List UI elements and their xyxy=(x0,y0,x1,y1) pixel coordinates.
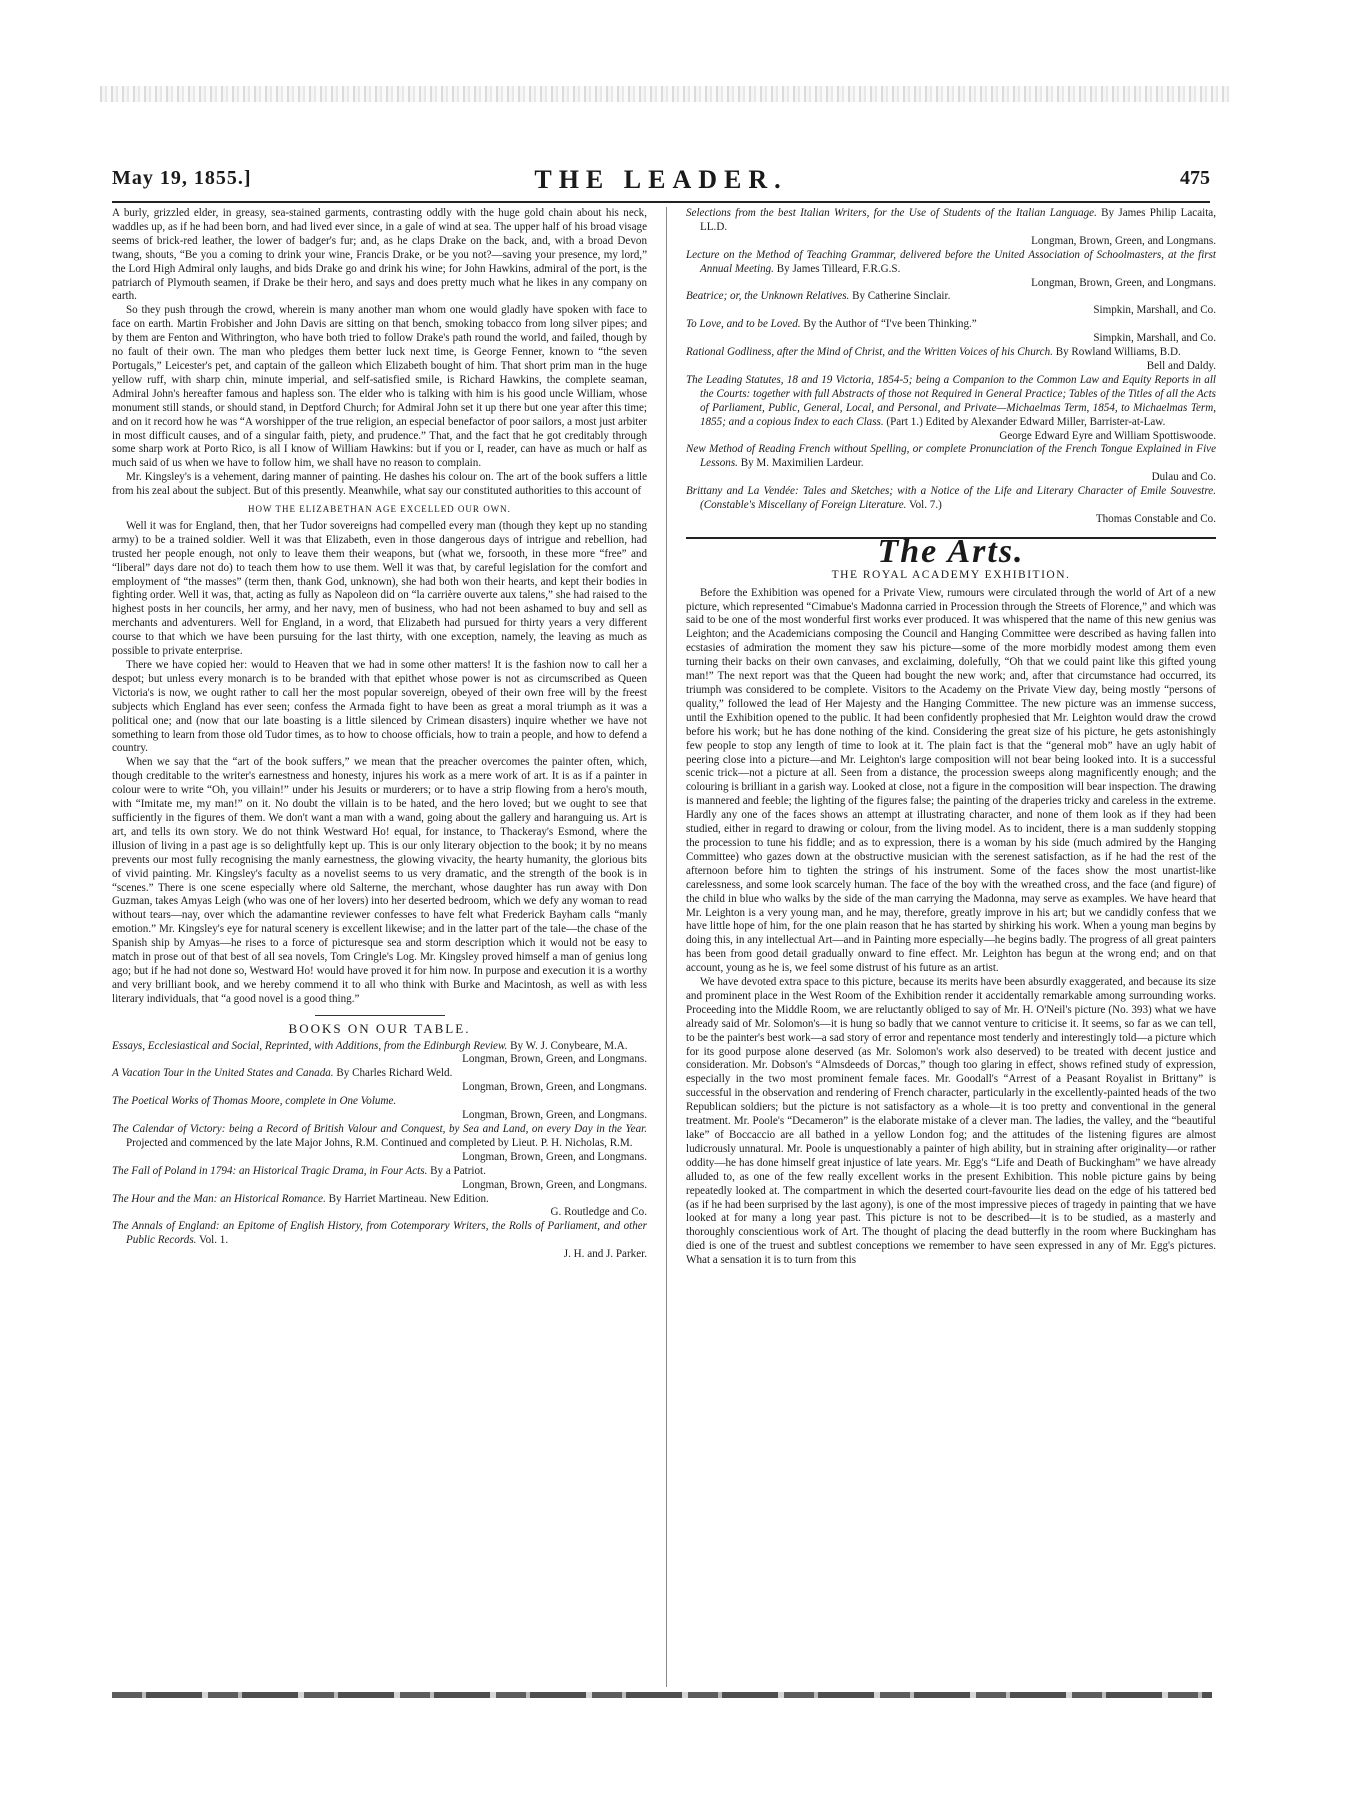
book-entry: The Fall of Poland in 1794: an Historical Tragic Drama, in Four Acts. By a Patriot. Longman, Brown, Green, and Longmans. xyxy=(112,1164,647,1191)
quote-subheading: HOW THE ELIZABETHAN AGE EXCELLED OUR OWN. xyxy=(248,504,511,515)
scan-noise-bottom xyxy=(112,1692,1212,1698)
paragraph: When we say that the “art of the book suffers,” we mean that the preacher overcomes the painter often, which, though creditable to the writer's earnestness and honesty, injures his work as a mere work of art. It is as if a painter in colour were to write “Oh, you villain!” under his Jesuits or murderers; or to have a strip flowing from a hero's mouth, with “Imitate me, my man!” on it. No doubt the villain is to be hated, and the hero loved; but we ought to see that sufficiently in the figures of them. We don't want a man with a wand, going about the gallery and haranguing us. Art is art, and tells its own story. We do not think Westward Ho! equal, for instance, to Thackeray's Esmond, where the illusion of living in a past age is so delightfully kept up. This is our only literary objection to the book; it by no means prevents our most fully recognising the manly earnestness, the glowing vivacity, the hearty humanity, the glorious bits of vivid painting. Mr. Kingsley's faculty as a novelist seems to us very dramatic, and the strength of the book is in “scenes.” There is one scene especially where old Salterne, the merchant, whose daughter has run away with Don Guzman, takes Amyas Leigh (who was one of her lovers) into her deserted bedroom, which we defy any woman to read without tears—nay, over which the adamantine reviewer confesses to have felt what Frederick Bayham calls “manly emotion.” Mr. Kingsley's eye for natural scenery is excellent likewise; and in the latter part of the tale—the chase of the Spanish ship by Amyas—he rises to a force of picturesque sea and storm description which it would not be easy to match in prose out of that best of all sea novels, Tom Cringle's Log. Mr. Kingsley proved himself a man of genius long ago; but if he had not done so, Westward Ho! would have proved it for him now. In purpose and execution it is a worthy and very brilliant book, and we hereby commend it to all who think with Burke and Macintosh, as well as with less literary individuals, that “a good novel is a good thing.” xyxy=(112,756,647,1005)
book-entry: The Hour and the Man: an Historical Romance. By Harriet Martineau. New Edition. G. Routledge and Co. xyxy=(112,1192,647,1219)
book-entry: The Calendar of Victory: being a Record of British Valour and Conquest, by Sea and Land, on every Day in the Year. Projected and commenced by the late Major Johns, R.M. Continued and completed by Lieut. P. H. Nicholas, R.M. Longman, Brown, Green, and Longmans. xyxy=(112,1123,647,1163)
book-entry: New Method of Reading French without Spelling, or complete Pronunciation of the French Tongue Explained in Five Lessons. By M. Maximilien Lardeur. Dulau and Co. xyxy=(686,443,1216,484)
books-heading: BOOKS ON OUR TABLE. xyxy=(288,1020,471,1036)
arts-section-heading: The Arts. xyxy=(877,532,1025,570)
book-entry: A Vacation Tour in the United States and Canada. By Charles Richard Weld. Longman, Brown, Green, and Longmans. xyxy=(112,1067,647,1094)
paragraph: We have devoted extra space to this picture, because its merits have been absurdly exaggerated, and because its size and prominent place in the West Room of the Exhibition render it accidentally remarkable among surrounding works. Proceeding into the Middle Room, we are reluctantly obliged to say of Mr. H. O'Neil's picture (No. 393) what we have already said of Mr. Solomon's—it is hung so badly that we cannot venture to criticise it. It seems, so far as we can tell, to be the painter's best work—a sad story of error and repentance most tenderly and interestingly told—a picture which for its good purpose alone deserved (as Mr. Solomon's work also deserved) to be treated with decent justice and consideration. Mr. Dobson's “Almsdeeds of Dorcas,” though too glaring in effect, shows refined study of expression, especially in the two most prominent female faces. Mr. Goodall's “Arrest of a Peasant Royalist in Brittany” is successful in the observation and rendering of French character, particularly in the excellently-painted heads of the two Republican soldiers; but the picture is not satisfactory as a whole—it is too pretty and conventional in the general treatment. Mr. Poole's “Decameron” is the elaborate mistake of a clever man. The ladies, the valley, and the “beautiful lake” of Boccaccio are all bathed in a yellow London fog; and the attitudes of the listening figures are almost ludicrously unnatural. Mr. Poole is unquestionably a painter of high ability, but in straining after originality—or rather oddity—he has done himself great injustice of late years. Mr. Egg's “Life and Death of Buckingham” we have already alluded to, as one of the few really excellent works in the present Exhibition. This noble picture gains by being repeatedly looked at. The compartment in which the deserted court-favourite lies dead on the edge of his tattered bed (as if he had been surprised by the last agony), is one of the most impressive pieces of tragedy in painting that we have looked at for many a long year past. This picture is not to be described—it is to be studied, as a masterly and thoroughly conscientious work of Art. The thought of placing the dead butterfly in the room where Buckingham has died is one of the truest and subtlest conceptions we remember to have seen expressed in any of Mr. Egg's pictures. What a sensation it is to turn from this xyxy=(686,976,1216,1267)
paragraph: Mr. Kingsley's is a vehement, daring manner of painting. He dashes his colour on. The art of the book suffers a little from his zeal about the subject. But of this presently. Meanwhile, what say our constituted authorities to this account of xyxy=(112,471,647,498)
paragraph: A burly, grizzled elder, in greasy, sea-stained garments, contrasting oddly with the huge gold chain about his neck, waddles up, as if he had been born, and had lived ever since, in a gale of wind at sea. The upper half of his broad visage seems of brick-red leather, the lower of badger's fur; and, as he claps Drake on the back, and, with a broad Devon twang, shouts, “Be you a coming to drink your wine, Francis Drake, or be you not?—saving your presence, my lord,” the Lord High Admiral only laughs, and bids Drake go and drink his wine; for John Hawkins, admiral of the port, is the patriarch of Plymouth seamen, if Drake be their hero, and says and does pretty much what he likes in any company on earth. xyxy=(112,207,647,303)
book-entry: The Leading Statutes, 18 and 19 Victoria, 1854-5; being a Companion to the Common Law and Equity Reports in all the Courts: together with full Abstracts of those not Required in General Practice; Tables of the Titles of all the Acts of Parliament, Public, General, Local, and Personal, and Private—Michaelmas Term, 1854, to Michaelmas Term, 1855; and a copious Index to each Class. (Part 1.) Edited by Alexander Edward Miller, Barrister-at-Law. George Edward Eyre and William Spottiswoode. xyxy=(686,373,1216,442)
book-entry: Brittany and La Vendée: Tales and Sketches; with a Notice of the Life and Literary Character of Emile Souvestre. (Constable's Miscellany of Foreign Literature. Vol. 7.) Thomas Constable and Co. xyxy=(686,485,1216,525)
book-entry: Selections from the best Italian Writers, for the Use of Students of the Italian Language. By James Philip Lacaita, LL.D. Longman, Brown, Green, and Longmans. xyxy=(686,207,1216,247)
newspaper-title: THE LEADER. xyxy=(534,165,788,194)
book-entry: The Annals of England: an Epitome of English History, from Cotemporary Writers, the Rolls of Parliament, and other Public Records. Vol. 1. J. H. and J. Parker. xyxy=(112,1220,647,1261)
page-number: 475 xyxy=(1180,167,1210,189)
scan-noise-top xyxy=(100,86,1230,102)
left-column xyxy=(112,207,647,1262)
quoted-paragraph: There we have copied her: would to Heaven that we had in some other matters! It is the fashion now to call her a despot; but unless every monarch is to be branded with that epithet whose power is not as circumscribed as Queen Victoria's is now, we ought rather to call her the most popular sovereign, obeyed of their own free will by the freest subjects which England has ever seen; confess the Armada fight to have been as great a moral triumph as it was a political one; and (now that our late boasting is a little silenced by Crimean disasters) inquire whether we have not something to learn from those old Tudor times, as to how to choose officials, how to train a people, and how to defend a country. xyxy=(112,659,647,755)
paragraph: Before the Exhibition was opened for a Private View, rumours were circulated through the world of Art of a new picture, which represented “Cimabue's Madonna carried in Procession through the Streets of Florence,” and which was said to be one of the most wonderful first works ever produced. It was whispered that the name of this new genius was Leighton; and the Academicians composing the Council and Hanging Committee were described as having fallen into ecstasies of admiration the moment they saw his picture—some of the more morbidly modest among them even turning their backs on their own canvases, and exclaiming, dolefully, “Oh that we could paint like this gifted young man!” The next report was that the Queen had bought the new work; and, after that circumstance had occurred, its triumph was considered to be complete. Visitors to the Academy on the Private View day, being mostly “persons of quality,” followed the lead of Her Majesty and the Hanging Committee. The new picture was an immense success, until the Exhibition opened to the public. It had been confidently prophesied that Mr. Leighton would draw the crowd before his work; but he has done nothing of the kind. Considering the great size of his picture, he gets astonishingly few people to stop any length of time to look at it. The plain fact is that the “general mob” have an ugly habit of peering close into a picture—and Mr. Leighton's large composition will not bear being looked into. It is a successful scenic trick—not a picture at all. Seen from a distance, the procession sweeps along magnificently enough; and the colouring is brilliant in a garish way. Looked at close, not a figure in the composition will bear inspection. The drawing is mannered and feeble; the lighting of the figures false; the painting of the draperies tricky and careless in the extreme. Hardly any one of the faces shows an attempt at illustrating character, and none of them look as if they had been studied, either in regard to drawing or colour, from the living model. As to incident, there is a man suddenly stopping the procession to tune his fiddle; and as to expression, there is a woman by his side (much admired by the Hanging Committee) who gazes down at the obstructive musician with the serenest satisfaction, as if he had the rest of the afternoon before him to tighten the strings of his instrument. Some of the faces show the most unartist-like carelessness, and some look scarcely human. The face of the boy with the wreathed cross, and the face (and figure) of the child in blue who walks by the side of the man carrying the Madonna, may serve as examples. We have heard that Mr. Leighton is a very young man, and he may, therefore, greatly improve in his art; but we candidly confess that we have little hope of him, for the one plain reason that he has started by shirking his work. When a young man begins by doing this, in any intellectual Art—and in Painting more especially—he begins badly. The progress of all great painters has been from good detail gradually onward to fine effect. Mr. Leighton has begun at the wrong end; and on that account, young as he is, we feel some distrust of his future as an artist. xyxy=(686,586,1216,975)
book-entry: Lecture on the Method of Teaching Grammar, delivered before the United Association of Schoolmasters, at the first Annual Meeting. By James Tilleard, F.R.G.S. Longman, Brown, Green, and Longmans. xyxy=(686,248,1216,289)
book-entry: Beatrice; or, the Unknown Relatives. By Catherine Sinclair. Simpkin, Marshall, and Co. xyxy=(686,290,1216,317)
masthead-rule xyxy=(112,201,1210,203)
book-entry: Essays, Ecclesiastical and Social, Reprinted, with Additions, from the Edinburgh Review. By W. J. Conybeare, M.A. Longman, Brown, Green, and Longmans. xyxy=(112,1039,647,1066)
quoted-paragraph: Well it was for England, then, that her Tudor sovereigns had compelled every man (though they kept up no standing army) to be a trained soldier. Well it was that Elizabeth, even in those dangerous days of intrigue and rebellion, had trusted her people enough, not only to leave them their weapons, but (what we, forsooth, in these more “free” and “liberal” days dare not do) to teach them how to use them. Well it was that, by careful legislation for the comfort and employment of “the masses” (term then, thank God, unknown), she had both won their hearts, and kept their bodies in fighting order. Well it was, that, acting as fully as Napoleon did on “la carrière ouverte aux talens,” she had raised to the highest posts in her councils, her army, and her navy, men of business, who had not been ashamed to buy and sell as merchants and adventurers. Well for England, in a word, that Elizabeth had pursued for thirty years a very different course to that which we have been pursuing for the last thirty, with one exception, namely, the leaving as much as possible to private enterprise. xyxy=(112,519,647,658)
paragraph: So they push through the crowd, wherein is many another man whom one would gladly have spoken with face to face on earth. Martin Frobisher and John Davis are sitting on that bench, smoking tobacco from long silver pipes; and by them are Fenton and Withrington, who have both tried to follow Drake's path round the world, and failed, though by no fault of their own. The man who pledges them better luck next time, is George Fenner, known to “the seven Portugals,” Leicester's pet, and captain of the galleon which Elizabeth bought of him. That short prim man in the huge yellow ruff, with sharp chin, minute imperial, and self-satisfied smile, is Richard Hawkins, the complete seaman, Admiral John's hereafter famous and hapless son. The elder who is talking with him is his good uncle William, whose monument still stands, or should stand, in Deptford Church; for Admiral John set it up there but one year after this time; and on it record how he was “A worshipper of the true religion, an especial benefactor of poor sailors, a most just arbiter in most difficult causes, and of a singular faith, piety, and prudence.” That, and the fact that he got creditably through some sharp work at Porto Rico, is all I know of William Hawkins: but if you or I, reader, can have as much or half as much said of us when we have to follow him, we shall have no reason to complain. xyxy=(112,304,647,470)
book-entry: To Love, and to be Loved. By the Author of “I've been Thinking.” Simpkin, Marshall, and Co. xyxy=(686,318,1216,345)
section-rule xyxy=(315,1015,445,1016)
column-divider xyxy=(666,207,667,1687)
article-title: THE ROYAL ACADEMY EXHIBITION. xyxy=(831,568,1071,581)
masthead xyxy=(112,165,1210,199)
book-entry: The Poetical Works of Thomas Moore, complete in One Volume. Longman, Brown, Green, and Longmans. xyxy=(112,1095,647,1122)
book-entry: Rational Godliness, after the Mind of Christ, and the Written Voices of his Church. By Rowland Williams, B.D. Bell and Daldy. xyxy=(686,346,1216,372)
issue-date: May 19, 1855.] xyxy=(112,167,252,189)
right-column xyxy=(686,207,1216,1268)
